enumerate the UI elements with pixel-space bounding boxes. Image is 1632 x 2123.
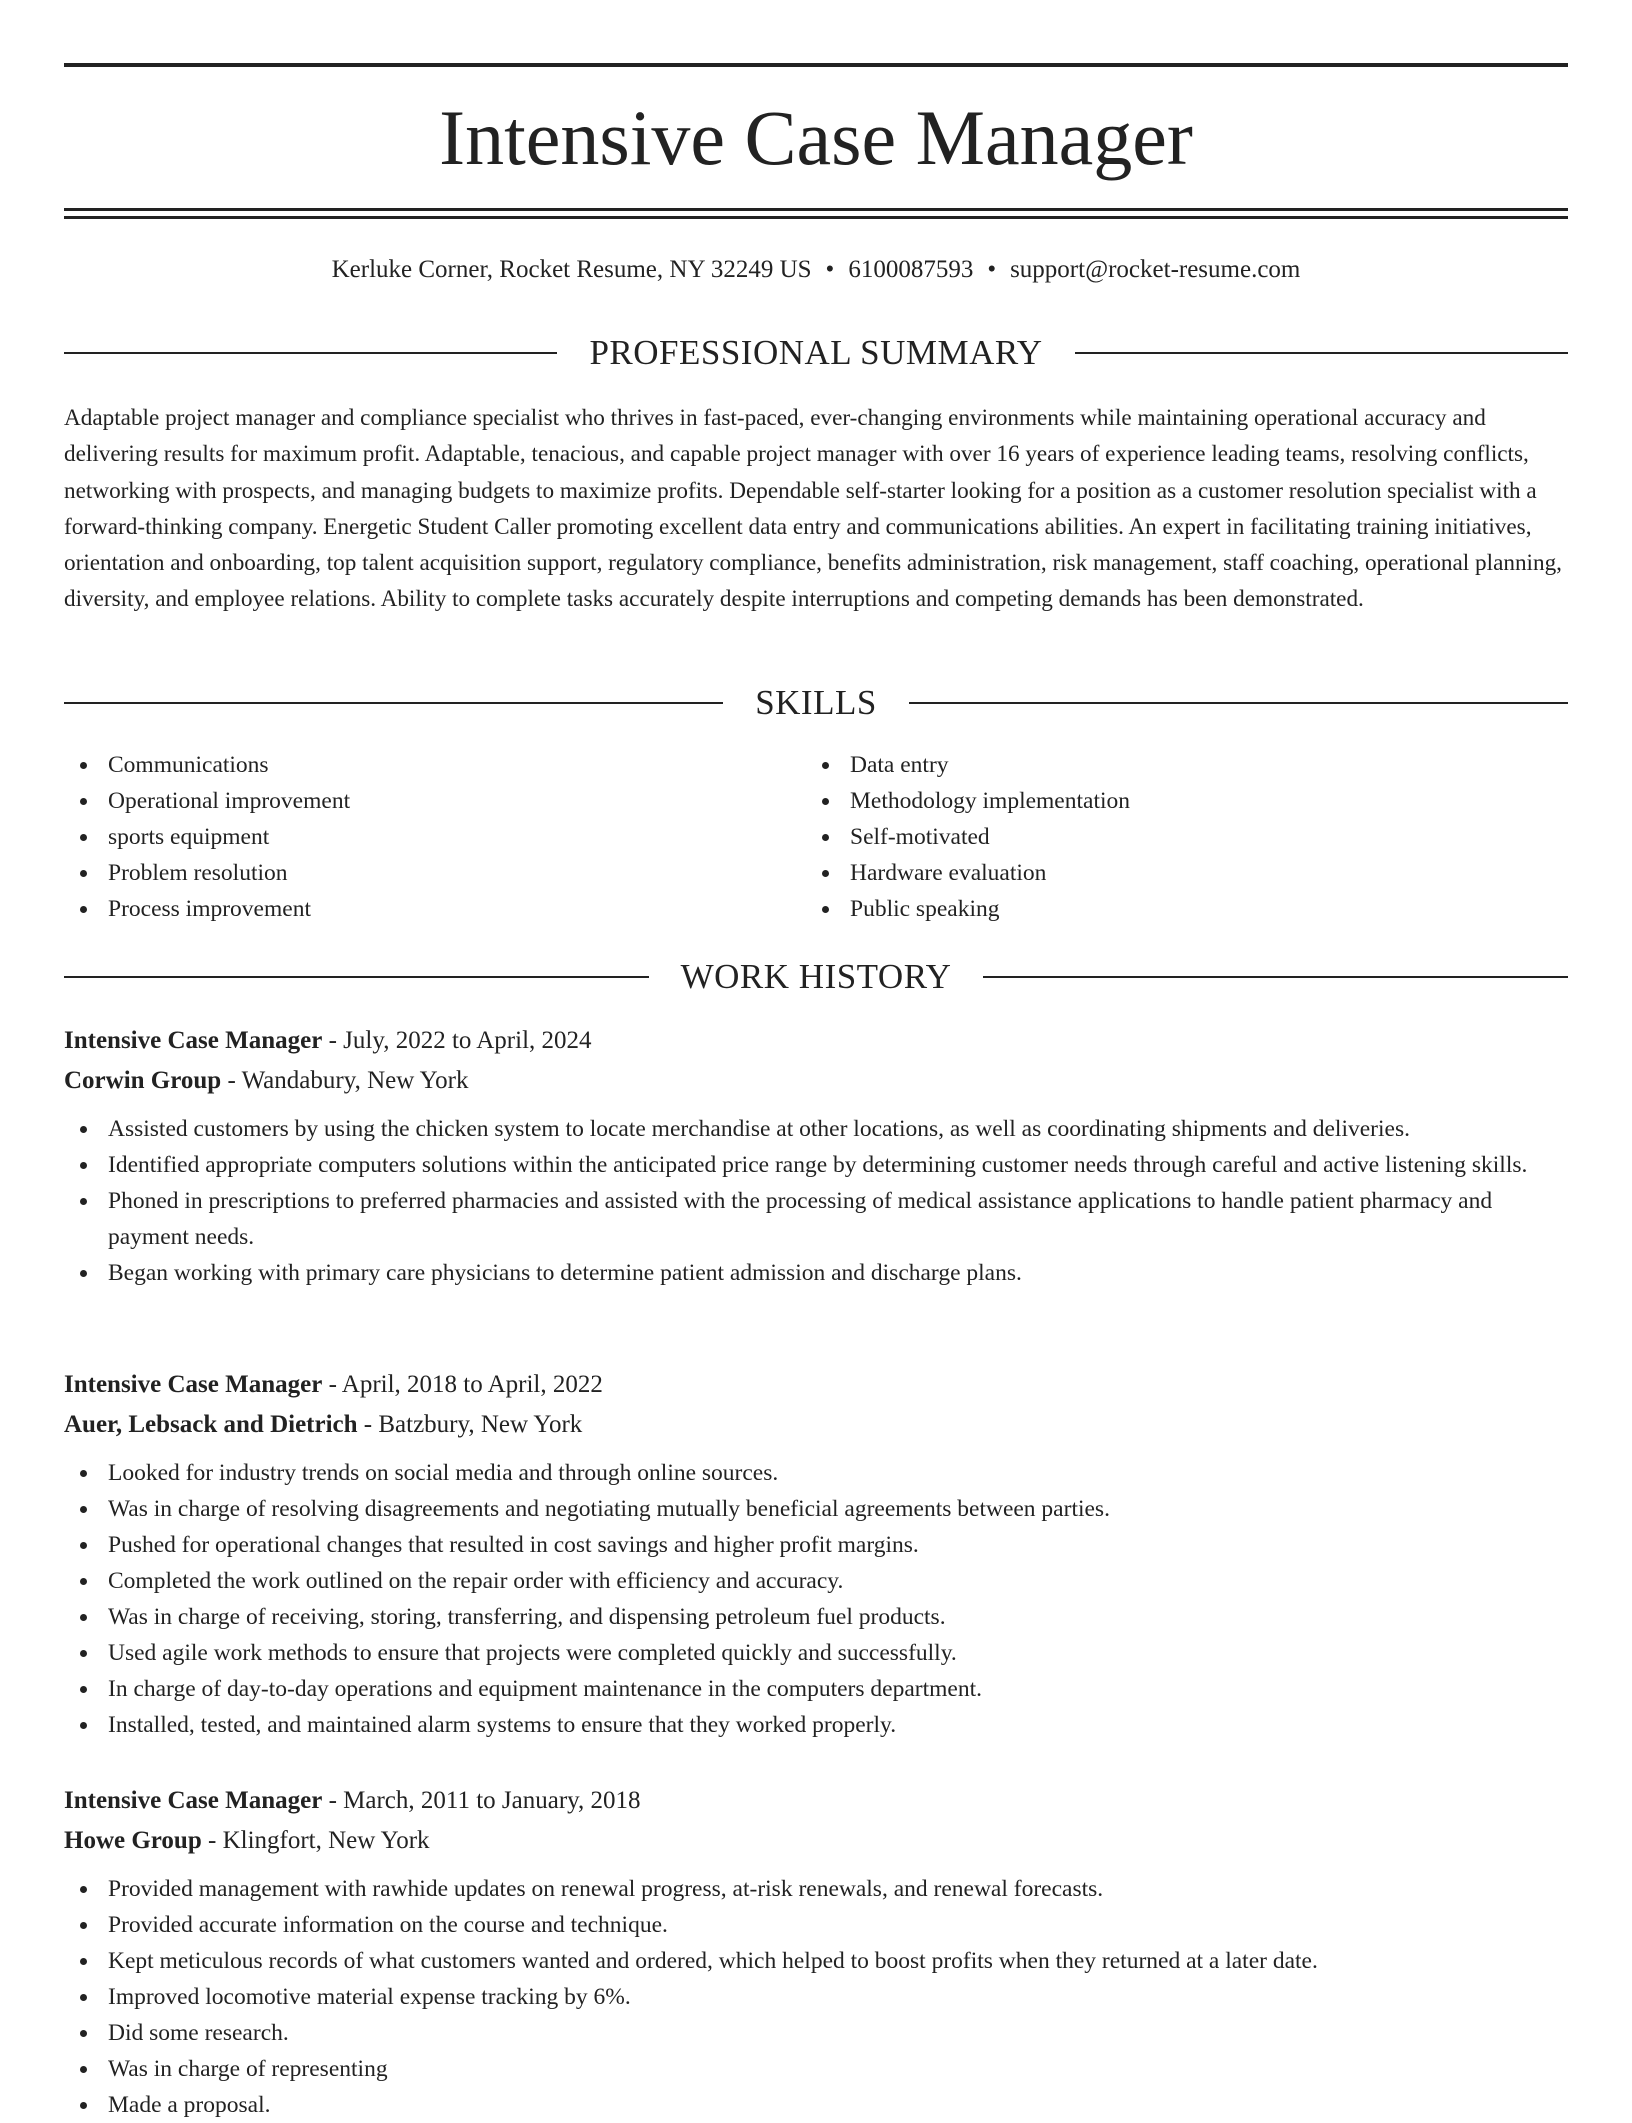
- job-entry: [64, 1365, 1568, 1743]
- job-entry: [64, 1781, 1568, 2123]
- job-company-line: [64, 1405, 1568, 1445]
- section-title-skills: SKILLS: [755, 683, 877, 722]
- skill-label: Operational improvement: [108, 788, 351, 814]
- bullet-icon: [80, 2066, 87, 2073]
- bullet-icon: [80, 2102, 87, 2109]
- duty-item: [64, 1671, 1568, 1707]
- duty-item: [64, 1635, 1568, 1671]
- duty-item: [64, 1455, 1568, 1491]
- job-location: - Batzbury, New York: [357, 1411, 583, 1438]
- bullet-icon: [822, 798, 829, 805]
- duty-text: Installed, tested, and maintained alarm systems to ensure that they worked properly.: [108, 1712, 897, 1738]
- duty-text: Was in charge of resolving disagreements and negotiating mutually beneficial agreements between parties.: [108, 1496, 1110, 1522]
- skill-label: Problem resolution: [108, 860, 288, 886]
- section-header-skills: [64, 681, 1568, 725]
- section-rule-right: [983, 976, 1568, 978]
- duty-item: [64, 1183, 1568, 1255]
- duty-text: Was in charge of representing: [108, 2056, 388, 2082]
- section-rule-right: [1075, 352, 1568, 354]
- bullet-icon: [80, 1650, 87, 1657]
- job-title: Intensive Case Manager: [64, 1027, 323, 1054]
- contact-email: support@rocket-resume.com: [1010, 256, 1301, 283]
- duty-item: [64, 2051, 1568, 2087]
- title-rule-upper: [64, 208, 1568, 211]
- section-rule-left: [64, 702, 723, 704]
- duty-text: Improved locomotive material expense tracking by 6%.: [108, 1984, 631, 2010]
- contact-phone: 6100087593: [848, 256, 974, 283]
- bullet-icon: [822, 834, 829, 841]
- job-duties: [64, 1455, 1568, 1743]
- contact-separator: •: [825, 256, 835, 283]
- job-title-line: [64, 1021, 1568, 1061]
- duty-text: Identified appropriate computers solutions within the anticipated price range by determining customer needs through careful and active listening skills.: [108, 1152, 1528, 1178]
- bullet-icon: [80, 1886, 87, 1893]
- duty-text: Phoned in prescriptions to preferred pharmacies and assisted with the processing of medical assistance applications to handle patient pharmacy and payment needs.: [108, 1188, 1493, 1250]
- job-dates: - March, 2011 to January, 2018: [322, 1787, 641, 1814]
- bullet-icon: [80, 1994, 87, 2001]
- bullet-icon: [80, 1506, 87, 1513]
- duty-item: [64, 1943, 1568, 1979]
- duty-item: [64, 1907, 1568, 1943]
- skill-item: [806, 891, 1548, 927]
- skill-item: [64, 855, 806, 891]
- job-title: Intensive Case Manager: [64, 1787, 323, 1814]
- section-title-summary: PROFESSIONAL SUMMARY: [589, 333, 1043, 372]
- duty-text: Was in charge of receiving, storing, transferring, and dispensing petroleum fuel products.: [108, 1604, 946, 1630]
- job-location: - Wandabury, New York: [221, 1067, 469, 1094]
- section-header-work-history: [64, 955, 1568, 999]
- duty-item: [64, 2015, 1568, 2051]
- skill-label: sports equipment: [108, 824, 270, 850]
- bullet-icon: [80, 870, 87, 877]
- duty-item: [64, 1599, 1568, 1635]
- job-title-line: [64, 1781, 1568, 1821]
- contact-address: Kerluke Corner, Rocket Resume, NY 32249 US: [331, 256, 812, 283]
- duty-item: [64, 1707, 1568, 1743]
- contact-separator: •: [987, 256, 997, 283]
- job-company: Auer, Lebsack and Dietrich: [64, 1411, 358, 1438]
- bullet-icon: [80, 1126, 87, 1133]
- bullet-icon: [80, 2030, 87, 2037]
- bullet-icon: [822, 906, 829, 913]
- skill-label: Hardware evaluation: [850, 860, 1047, 886]
- bullet-icon: [80, 906, 87, 913]
- duty-item: [64, 2087, 1568, 2123]
- job-dates: - April, 2018 to April, 2022: [322, 1371, 603, 1398]
- duty-text: Provided accurate information on the course and technique.: [108, 1912, 668, 1938]
- skill-label: Communications: [108, 752, 269, 778]
- skill-label: Process improvement: [108, 896, 311, 922]
- duty-text: Completed the work outlined on the repair order with efficiency and accuracy.: [108, 1568, 844, 1594]
- top-rule: [64, 63, 1568, 67]
- bullet-icon: [80, 1578, 87, 1585]
- duty-text: Made a proposal.: [108, 2092, 271, 2118]
- duty-item: [64, 1255, 1568, 1291]
- duty-item: [64, 1871, 1568, 1907]
- skill-label: Public speaking: [850, 896, 1000, 922]
- skill-item: [806, 783, 1548, 819]
- duty-item: [64, 1491, 1568, 1527]
- section-header-summary: [64, 331, 1568, 375]
- section-title-work-history: WORK HISTORY: [680, 957, 952, 996]
- bullet-icon: [80, 1614, 87, 1621]
- job-duties: [64, 1871, 1568, 2123]
- contact-line: [64, 253, 1568, 287]
- skill-item: [806, 855, 1548, 891]
- duty-text: Kept meticulous records of what customers wanted and ordered, which helped to boost profits when they returned at a later date.: [108, 1948, 1318, 1974]
- section-rule-left: [64, 976, 649, 978]
- skill-item: [806, 819, 1548, 855]
- duty-item: [64, 1147, 1568, 1183]
- duty-text: Pushed for operational changes that resulted in cost savings and higher profit margins.: [108, 1532, 919, 1558]
- skill-label: Self-motivated: [850, 824, 990, 850]
- skills-column-left: [64, 747, 806, 927]
- duty-text: Used agile work methods to ensure that projects were completed quickly and successfully.: [108, 1640, 957, 1666]
- bullet-icon: [80, 1542, 87, 1549]
- bullet-icon: [80, 1922, 87, 1929]
- skill-item: [64, 783, 806, 819]
- skills-column-right: [806, 747, 1548, 927]
- job-company-line: [64, 1061, 1568, 1101]
- bullet-icon: [80, 798, 87, 805]
- duty-item: [64, 1527, 1568, 1563]
- job-company: Corwin Group: [64, 1067, 222, 1094]
- skill-item: [64, 747, 806, 783]
- job-dates: - July, 2022 to April, 2024: [322, 1027, 592, 1054]
- bullet-icon: [822, 762, 829, 769]
- skill-label: Data entry: [850, 752, 949, 778]
- duty-item: [64, 1111, 1568, 1147]
- bullet-icon: [822, 870, 829, 877]
- job-company-line: [64, 1821, 1568, 1861]
- job-location: - Klingfort, New York: [201, 1827, 430, 1854]
- resume-title: Intensive Case Manager: [439, 94, 1193, 181]
- bullet-icon: [80, 834, 87, 841]
- skill-label: Methodology implementation: [850, 788, 1131, 814]
- bullet-icon: [80, 1162, 87, 1169]
- job-entry: [64, 1021, 1568, 1291]
- duty-text: Did some research.: [108, 2020, 289, 2046]
- bullet-icon: [80, 1198, 87, 1205]
- skills-list: [64, 747, 1568, 927]
- duty-text: Provided management with rawhide updates on renewal progress, at-risk renewals, and renewal forecasts.: [108, 1876, 1104, 1902]
- skill-item: [806, 747, 1548, 783]
- skill-item: [64, 891, 806, 927]
- bullet-icon: [80, 1686, 87, 1693]
- job-title-line: [64, 1365, 1568, 1405]
- duty-item: [64, 1563, 1568, 1599]
- summary-text: Adaptable project manager and compliance specialist who thrives in fast-paced, ever-changing environments while maintaining operational accuracy and delivering results for maximum profit. Adaptable, tenacious, and capable project manager with over 16 years of experience leading teams, resolving conflicts, networking with prospects, and managing budgets to maximize profits. Dependable self-starter looking for a position as a customer resolution specialist with a forward-thinking company. Energetic Student Caller promoting excellent data entry and communications abilities. An expert in facilitating training initiatives, orientation and onboarding, top talent acquisition support, regulatory compliance, benefits administration, risk management, staff coaching, operational planning, diversity, and employee relations. Ability to complete tasks accurately despite interruptions and competing demands has been demonstrated.: [64, 405, 1562, 613]
- bullet-icon: [80, 1722, 87, 1729]
- bullet-icon: [80, 762, 87, 769]
- section-rule-left: [64, 352, 557, 354]
- skill-item: [64, 819, 806, 855]
- duty-text: Looked for industry trends on social media and through online sources.: [108, 1460, 779, 1486]
- duty-item: [64, 1979, 1568, 2015]
- duty-text: Assisted customers by using the chicken system to locate merchandise at other locations, as well as coordinating shipments and deliveries.: [108, 1116, 1410, 1142]
- job-company: Howe Group: [64, 1827, 202, 1854]
- bullet-icon: [80, 1470, 87, 1477]
- duty-text: Began working with primary care physicians to determine patient admission and discharge plans.: [108, 1260, 1022, 1286]
- duty-text: In charge of day-to-day operations and equipment maintenance in the computers department.: [108, 1676, 982, 1702]
- bullet-icon: [80, 1958, 87, 1965]
- job-title: Intensive Case Manager: [64, 1371, 323, 1398]
- title-rule-lower: [64, 216, 1568, 219]
- bullet-icon: [80, 1270, 87, 1277]
- job-duties: [64, 1111, 1568, 1291]
- section-rule-right: [909, 702, 1568, 704]
